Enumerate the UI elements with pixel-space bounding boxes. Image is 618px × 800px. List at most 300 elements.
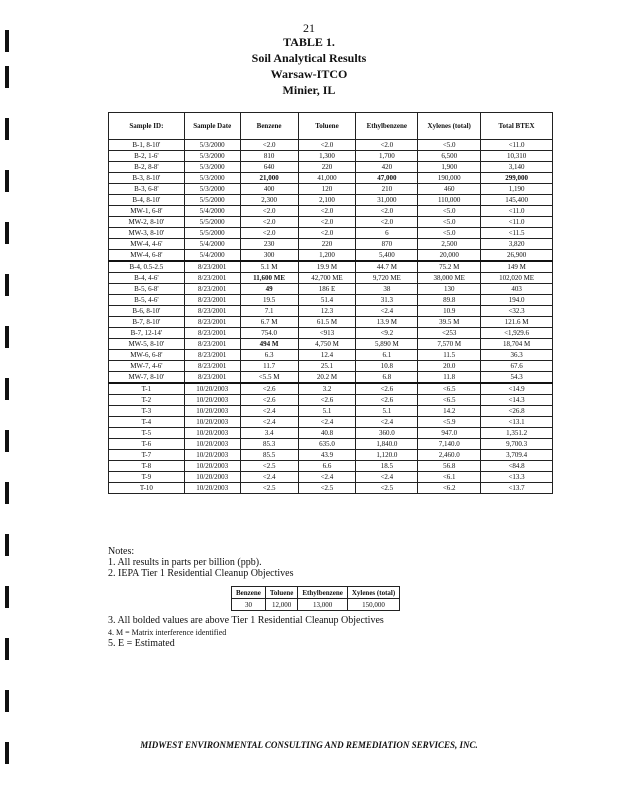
table-cell-toluene: <2.4 — [298, 472, 356, 483]
table-row — [109, 184, 553, 195]
table-cell-btex: <84.8 — [481, 461, 553, 472]
site-location: Minier, IL — [282, 83, 336, 97]
table-cell-toluene: 25.1 — [298, 361, 356, 372]
table-cell-toluene: 12.4 — [298, 350, 356, 361]
table-cell-btex: <14.3 — [481, 395, 553, 406]
table-row — [109, 383, 553, 395]
table-cell-toluene: <2.0 — [298, 228, 356, 239]
table-cell-date: 8/23/2001 — [184, 361, 240, 372]
page-number: 21 — [303, 21, 315, 35]
table-cell-xylenes: 2,460.0 — [418, 450, 481, 461]
obj-header: Xylenes (total) — [347, 587, 399, 599]
table-cell-date: 10/20/2003 — [184, 417, 240, 428]
table-cell-xylenes: <6.5 — [418, 395, 481, 406]
table-cell-benzene: 6.7 M — [240, 317, 298, 328]
table-row — [109, 173, 553, 184]
table-cell-btex: 3,820 — [481, 239, 553, 250]
col-header: Sample Date — [184, 113, 240, 140]
table-cell-toluene: 5.1 — [298, 406, 356, 417]
table-cell-ethylbenzene: <2.4 — [356, 472, 418, 483]
table-cell-date: 10/20/2003 — [184, 483, 240, 494]
table-row — [109, 295, 553, 306]
results-body — [109, 140, 553, 494]
table-cell-btex: 1,190 — [481, 184, 553, 195]
table-cell-id: B-4, 4-6' — [109, 273, 185, 284]
table-cell-benzene: <2.0 — [240, 217, 298, 228]
table-cell-toluene: <2.4 — [298, 417, 356, 428]
table-cell-xylenes: 110,000 — [418, 195, 481, 206]
table-row — [109, 206, 553, 217]
table-cell-date: 8/23/2001 — [184, 317, 240, 328]
table-cell-benzene: 754.0 — [240, 328, 298, 339]
table-cell-xylenes: 190,000 — [418, 173, 481, 184]
table-cell-btex: 299,000 — [481, 173, 553, 184]
table-cell-xylenes: <5.0 — [418, 217, 481, 228]
table-cell-benzene: <2.6 — [240, 383, 298, 395]
table-cell-ethylbenzene: <2.0 — [356, 140, 418, 151]
col-header: Total BTEX — [481, 113, 553, 140]
binder-mark — [5, 638, 9, 660]
table-cell-btex: <13.7 — [481, 483, 553, 494]
table-cell-ethylbenzene: 38 — [356, 284, 418, 295]
table-cell-id: B-6, 8-10' — [109, 306, 185, 317]
table-cell-btex: <26.8 — [481, 406, 553, 417]
table-cell-btex: 403 — [481, 284, 553, 295]
table-cell-xylenes: 11.5 — [418, 350, 481, 361]
table-cell-xylenes: 460 — [418, 184, 481, 195]
title-block — [0, 34, 618, 98]
table-row — [109, 273, 553, 284]
table-cell-ethylbenzene: 420 — [356, 162, 418, 173]
table-cell-btex: 194.0 — [481, 295, 553, 306]
table-cell-date: 8/23/2001 — [184, 350, 240, 361]
table-cell-toluene: 635.0 — [298, 439, 356, 450]
table-cell-date: 8/23/2001 — [184, 261, 240, 273]
table-row — [109, 328, 553, 339]
table-cell-xylenes: <6.2 — [418, 483, 481, 494]
table-cell-date: 10/20/2003 — [184, 383, 240, 395]
table-cell-date: 10/20/2003 — [184, 428, 240, 439]
table-cell-benzene: 7.1 — [240, 306, 298, 317]
table-cell-id: MW-7, 8-10' — [109, 372, 185, 384]
col-header: Sample ID: — [109, 113, 185, 140]
table-row — [109, 284, 553, 295]
table-cell-xylenes: <5.0 — [418, 140, 481, 151]
table-cell-ethylbenzene: 9,720 ME — [356, 273, 418, 284]
table-row — [109, 261, 553, 273]
table-cell-date: 5/3/2000 — [184, 151, 240, 162]
table-cell-id: MW-3, 8-10' — [109, 228, 185, 239]
table-cell-id: B-4, 0.5-2.5 — [109, 261, 185, 273]
table-cell-toluene: 43.9 — [298, 450, 356, 461]
obj-value: 150,000 — [347, 599, 399, 611]
notes-heading: Notes: — [108, 546, 135, 557]
binder-mark — [5, 118, 9, 140]
obj-value: 13,000 — [298, 599, 347, 611]
table-row — [109, 339, 553, 350]
table-cell-toluene: 40.8 — [298, 428, 356, 439]
table-cell-date: 8/23/2001 — [184, 295, 240, 306]
table-cell-toluene: 2,100 — [298, 195, 356, 206]
table-cell-benzene: <2.0 — [240, 228, 298, 239]
table-row — [109, 350, 553, 361]
table-cell-ethylbenzene: 6.8 — [356, 372, 418, 384]
table-cell-ethylbenzene: <2.6 — [356, 383, 418, 395]
table-cell-xylenes: 20,000 — [418, 250, 481, 262]
table-cell-btex: <11.0 — [481, 140, 553, 151]
obj-header: Toluene — [265, 587, 297, 599]
table-cell-benzene: 85.3 — [240, 439, 298, 450]
table-cell-xylenes: 38,000 ME — [418, 273, 481, 284]
table-cell-btex: <14.9 — [481, 383, 553, 395]
table-cell-benzene: <5.5 M — [240, 372, 298, 384]
table-cell-toluene: <2.0 — [298, 206, 356, 217]
table-cell-id: T-3 — [109, 406, 185, 417]
table-cell-date: 10/20/2003 — [184, 450, 240, 461]
table-cell-btex: 54.3 — [481, 372, 553, 384]
table-cell-btex: 121.6 M — [481, 317, 553, 328]
table-cell-date: 5/5/2000 — [184, 228, 240, 239]
table-cell-ethylbenzene: 1,120.0 — [356, 450, 418, 461]
table-cell-ethylbenzene: 47,000 — [356, 173, 418, 184]
table-row — [109, 483, 553, 494]
objectives-value-row — [232, 599, 400, 611]
table-cell-toluene: 20.2 M — [298, 372, 356, 384]
table-row — [109, 306, 553, 317]
table-cell-toluene: 220 — [298, 162, 356, 173]
table-cell-toluene: 4,750 M — [298, 339, 356, 350]
table-cell-id: B-3, 8-10' — [109, 173, 185, 184]
table-cell-benzene: 11.7 — [240, 361, 298, 372]
table-row — [109, 361, 553, 372]
table-row — [109, 140, 553, 151]
table-cell-benzene: <2.4 — [240, 472, 298, 483]
binder-mark — [5, 274, 9, 296]
table-cell-benzene: 21,000 — [240, 173, 298, 184]
site-name: Warsaw-ITCO — [270, 67, 348, 81]
table-cell-ethylbenzene: 18.5 — [356, 461, 418, 472]
table-cell-benzene: 810 — [240, 151, 298, 162]
note-3: 3. All bolded values are above Tier 1 Residential Cleanup Objectives — [108, 615, 384, 626]
table-cell-id: B-5, 6-8' — [109, 284, 185, 295]
table-cell-date: 5/5/2000 — [184, 217, 240, 228]
table-cell-ethylbenzene: 6.1 — [356, 350, 418, 361]
table-cell-btex: 67.6 — [481, 361, 553, 372]
table-cell-date: 5/3/2000 — [184, 162, 240, 173]
table-cell-xylenes: 56.8 — [418, 461, 481, 472]
table-cell-ethylbenzene: 44.7 M — [356, 261, 418, 273]
table-cell-xylenes: <6.1 — [418, 472, 481, 483]
table-cell-date: 10/20/2003 — [184, 461, 240, 472]
table-cell-id: B-2, 1-6' — [109, 151, 185, 162]
table-cell-btex: 3,709.4 — [481, 450, 553, 461]
table-cell-btex: 10,310 — [481, 151, 553, 162]
table-cell-toluene: 120 — [298, 184, 356, 195]
table-cell-btex: 9,700.3 — [481, 439, 553, 450]
table-cell-benzene: 494 M — [240, 339, 298, 350]
table-cell-id: B-4, 8-10' — [109, 195, 185, 206]
table-cell-benzene: <2.0 — [240, 140, 298, 151]
table-cell-ethylbenzene: 210 — [356, 184, 418, 195]
table-cell-date: 8/23/2001 — [184, 328, 240, 339]
table-cell-id: B-5, 4-6' — [109, 295, 185, 306]
table-cell-benzene: 400 — [240, 184, 298, 195]
table-cell-xylenes: 39.5 M — [418, 317, 481, 328]
table-cell-id: MW-4, 4-6' — [109, 239, 185, 250]
table-cell-ethylbenzene: <2.4 — [356, 417, 418, 428]
note-5: 5. E = Estimated — [108, 638, 175, 649]
table-cell-date: 10/20/2003 — [184, 406, 240, 417]
binder-mark — [5, 534, 9, 556]
table-cell-id: B-2, 8-8' — [109, 162, 185, 173]
table-cell-id: T-7 — [109, 450, 185, 461]
table-cell-id: MW-1, 6-8' — [109, 206, 185, 217]
table-cell-date: 5/4/2000 — [184, 250, 240, 262]
table-row — [109, 461, 553, 472]
table-cell-id: B-7, 8-10' — [109, 317, 185, 328]
table-row — [109, 250, 553, 262]
table-row — [109, 439, 553, 450]
col-header: Xylenes (total) — [418, 113, 481, 140]
table-cell-benzene: 300 — [240, 250, 298, 262]
table-cell-toluene: 51.4 — [298, 295, 356, 306]
table-cell-btex: <11.0 — [481, 217, 553, 228]
table-row — [109, 395, 553, 406]
table-cell-xylenes: 89.8 — [418, 295, 481, 306]
table-title: TABLE 1. — [283, 35, 335, 49]
table-cell-xylenes: <6.5 — [418, 383, 481, 395]
notes-lower — [108, 615, 384, 650]
table-cell-ethylbenzene: 5,890 M — [356, 339, 418, 350]
table-row — [109, 228, 553, 239]
table-cell-benzene: 3.4 — [240, 428, 298, 439]
table-cell-toluene: 1,200 — [298, 250, 356, 262]
table-cell-benzene: 6.3 — [240, 350, 298, 361]
table-row — [109, 317, 553, 328]
binder-mark — [5, 586, 9, 608]
table-row — [109, 151, 553, 162]
note-1: 1. All results in parts per billion (ppb). — [108, 557, 262, 568]
table-cell-date: 5/3/2000 — [184, 184, 240, 195]
table-cell-toluene: 61.5 M — [298, 317, 356, 328]
table-row — [109, 450, 553, 461]
table-cell-toluene: 19.9 M — [298, 261, 356, 273]
note-4: 4. M = Matrix interference identified — [108, 627, 227, 637]
obj-value: 30 — [232, 599, 266, 611]
table-cell-id: B-7, 12-14' — [109, 328, 185, 339]
table-cell-xylenes: <253 — [418, 328, 481, 339]
company-footer: MIDWEST ENVIRONMENTAL CONSULTING AND REMEDIATION SERVICES, INC. — [140, 740, 478, 750]
table-cell-benzene: 5.1 M — [240, 261, 298, 273]
table-cell-benzene: 2,300 — [240, 195, 298, 206]
note-2: 2. IEPA Tier 1 Residential Cleanup Objectives — [108, 568, 294, 579]
table-cell-xylenes: 7,140.0 — [418, 439, 481, 450]
binder-mark — [5, 690, 9, 712]
binder-mark — [5, 378, 9, 400]
table-cell-benzene: 49 — [240, 284, 298, 295]
table-cell-ethylbenzene: <9.2 — [356, 328, 418, 339]
table-cell-date: 8/23/2001 — [184, 339, 240, 350]
table-cell-ethylbenzene: <2.4 — [356, 306, 418, 317]
table-cell-btex: <13.1 — [481, 417, 553, 428]
table-cell-btex: <1,929.6 — [481, 328, 553, 339]
table-cell-xylenes: 947.0 — [418, 428, 481, 439]
table-cell-btex: 26,900 — [481, 250, 553, 262]
table-row — [109, 428, 553, 439]
table-cell-xylenes: 11.8 — [418, 372, 481, 384]
table-cell-btex: 36.3 — [481, 350, 553, 361]
table-cell-toluene: <2.0 — [298, 140, 356, 151]
table-cell-xylenes: 7,570 M — [418, 339, 481, 350]
table-header-row — [109, 113, 553, 140]
table-cell-toluene: 220 — [298, 239, 356, 250]
table-cell-benzene: <2.4 — [240, 406, 298, 417]
table-cell-date: 5/4/2000 — [184, 239, 240, 250]
table-cell-id: MW-7, 4-6' — [109, 361, 185, 372]
table-cell-btex: 18,704 M — [481, 339, 553, 350]
table-cell-benzene: <2.5 — [240, 461, 298, 472]
table-cell-id: T-2 — [109, 395, 185, 406]
table-cell-xylenes: 1,900 — [418, 162, 481, 173]
table-row — [109, 372, 553, 384]
table-cell-benzene: 85.5 — [240, 450, 298, 461]
table-cell-ethylbenzene: 360.0 — [356, 428, 418, 439]
table-cell-id: MW-2, 8-10' — [109, 217, 185, 228]
table-cell-toluene: <2.0 — [298, 217, 356, 228]
table-cell-toluene: 12.3 — [298, 306, 356, 317]
table-cell-id: MW-6, 6-8' — [109, 350, 185, 361]
table-cell-toluene: <2.6 — [298, 395, 356, 406]
binder-mark — [5, 482, 9, 504]
table-cell-ethylbenzene: 6 — [356, 228, 418, 239]
table-cell-toluene: 3.2 — [298, 383, 356, 395]
binder-mark — [5, 170, 9, 192]
table-row — [109, 417, 553, 428]
table-cell-xylenes: 2,500 — [418, 239, 481, 250]
table-cell-ethylbenzene: 1,700 — [356, 151, 418, 162]
table-cell-btex: 3,140 — [481, 162, 553, 173]
obj-header: Benzene — [232, 587, 266, 599]
binder-mark — [5, 430, 9, 452]
table-cell-btex: 1,351.2 — [481, 428, 553, 439]
table-cell-btex: <13.3 — [481, 472, 553, 483]
table-row — [109, 239, 553, 250]
table-cell-ethylbenzene: 870 — [356, 239, 418, 250]
table-cell-benzene: 640 — [240, 162, 298, 173]
table-cell-btex: <32.3 — [481, 306, 553, 317]
table-cell-date: 5/5/2000 — [184, 195, 240, 206]
table-cell-btex: 145,400 — [481, 195, 553, 206]
table-cell-ethylbenzene: <2.0 — [356, 217, 418, 228]
table-subtitle: Soil Analytical Results — [251, 51, 367, 65]
table-cell-date: 8/23/2001 — [184, 372, 240, 384]
table-cell-benzene: 230 — [240, 239, 298, 250]
table-row — [109, 162, 553, 173]
table-cell-date: 10/20/2003 — [184, 472, 240, 483]
table-cell-toluene: <2.5 — [298, 483, 356, 494]
table-cell-xylenes: 20.0 — [418, 361, 481, 372]
table-cell-xylenes: 14.2 — [418, 406, 481, 417]
table-cell-toluene: 42,700 ME — [298, 273, 356, 284]
table-cell-date: 8/23/2001 — [184, 273, 240, 284]
table-row — [109, 195, 553, 206]
table-cell-benzene: 19.5 — [240, 295, 298, 306]
table-cell-ethylbenzene: <2.0 — [356, 206, 418, 217]
table-cell-ethylbenzene: <2.6 — [356, 395, 418, 406]
table-cell-toluene: 186 E — [298, 284, 356, 295]
table-cell-xylenes: <5.0 — [418, 228, 481, 239]
obj-value: 12,000 — [265, 599, 297, 611]
table-cell-benzene: <2.0 — [240, 206, 298, 217]
table-cell-id: T-5 — [109, 428, 185, 439]
table-cell-ethylbenzene: 5.1 — [356, 406, 418, 417]
table-cell-xylenes: 10.9 — [418, 306, 481, 317]
objectives-header-row — [232, 587, 400, 599]
table-cell-ethylbenzene: 5,400 — [356, 250, 418, 262]
table-cell-xylenes: <5.0 — [418, 206, 481, 217]
table-cell-id: T-1 — [109, 383, 185, 395]
objectives-table — [231, 586, 400, 611]
table-row — [109, 472, 553, 483]
table-cell-ethylbenzene: <2.5 — [356, 483, 418, 494]
table-cell-xylenes: <5.9 — [418, 417, 481, 428]
col-header: Toluene — [298, 113, 356, 140]
table-cell-date: 5/3/2000 — [184, 173, 240, 184]
table-cell-ethylbenzene: 10.8 — [356, 361, 418, 372]
table-cell-xylenes: 75.2 M — [418, 261, 481, 273]
table-row — [109, 217, 553, 228]
obj-header: Ethylbenzene — [298, 587, 347, 599]
table-cell-date: 5/3/2000 — [184, 140, 240, 151]
table-cell-benzene: <2.4 — [240, 417, 298, 428]
table-cell-toluene: 41,000 — [298, 173, 356, 184]
table-cell-date: 8/23/2001 — [184, 284, 240, 295]
notes-block — [108, 546, 293, 579]
table-cell-benzene: <2.6 — [240, 395, 298, 406]
table-cell-toluene: 6.6 — [298, 461, 356, 472]
binder-mark — [5, 222, 9, 244]
table-cell-id: T-10 — [109, 483, 185, 494]
table-cell-btex: <11.0 — [481, 206, 553, 217]
table-cell-ethylbenzene: 31,000 — [356, 195, 418, 206]
table-cell-ethylbenzene: 1,840.0 — [356, 439, 418, 450]
results-table — [108, 112, 553, 494]
table-cell-btex: 149 M — [481, 261, 553, 273]
table-cell-id: T-4 — [109, 417, 185, 428]
table-cell-xylenes: 130 — [418, 284, 481, 295]
table-row — [109, 406, 553, 417]
table-cell-ethylbenzene: 31.3 — [356, 295, 418, 306]
binder-mark — [5, 326, 9, 348]
table-cell-benzene: 11,600 ME — [240, 273, 298, 284]
table-cell-date: 8/23/2001 — [184, 306, 240, 317]
col-header: Ethylbenzene — [356, 113, 418, 140]
table-cell-btex: <11.5 — [481, 228, 553, 239]
table-cell-benzene: <2.5 — [240, 483, 298, 494]
table-cell-xylenes: 6,500 — [418, 151, 481, 162]
table-cell-toluene: <913 — [298, 328, 356, 339]
table-cell-id: T-6 — [109, 439, 185, 450]
table-cell-ethylbenzene: 13.9 M — [356, 317, 418, 328]
col-header: Benzene — [240, 113, 298, 140]
table-cell-id: MW-4, 6-8' — [109, 250, 185, 262]
table-cell-toluene: 1,300 — [298, 151, 356, 162]
table-cell-id: T-9 — [109, 472, 185, 483]
table-cell-date: 10/20/2003 — [184, 439, 240, 450]
table-cell-date: 5/4/2000 — [184, 206, 240, 217]
table-cell-id: B-1, 8-10' — [109, 140, 185, 151]
table-cell-id: MW-5, 8-10' — [109, 339, 185, 350]
